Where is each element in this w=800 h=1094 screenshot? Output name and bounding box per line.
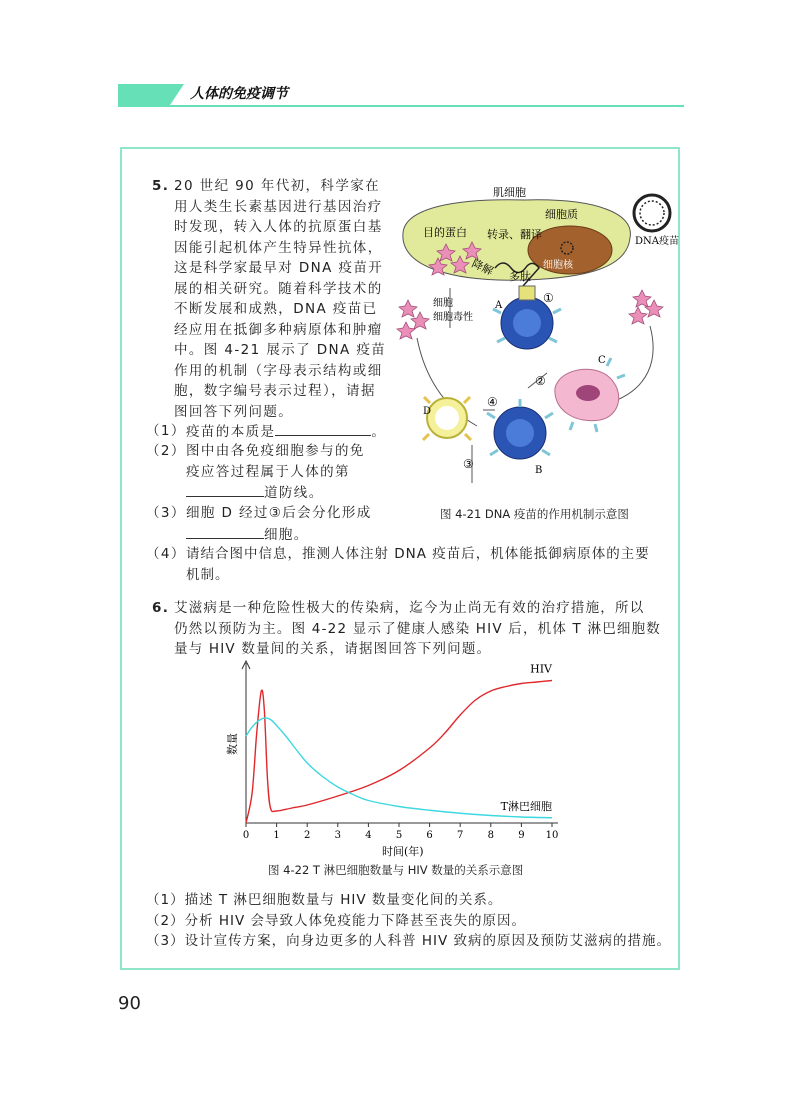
q5-stem-line: 经应用在抵御多种病原体和肿瘤 (174, 321, 383, 338)
q6-stem (174, 598, 664, 660)
label-degradation: 降解 (469, 256, 496, 279)
figure-4-22-caption: 图 4-22 T 淋巴细胞数量与 HIV 数量的关系示意图 (268, 863, 524, 877)
x-tick-label: 3 (334, 830, 341, 841)
x-tick-label: 10 (545, 830, 559, 841)
answer-blank[interactable] (186, 524, 264, 539)
x-ticks (243, 823, 559, 841)
q5-sub3-end: 细胞。 (264, 526, 309, 543)
q5-stem-line: 因能引起机体产生特异性抗体， (174, 239, 383, 256)
q5-sub1-num: （1） (146, 423, 186, 439)
x-tick-label: 6 (426, 830, 433, 841)
tcell-hiv-chart (222, 655, 582, 860)
x-tick-label: 8 (487, 830, 494, 841)
q5-sub3 (186, 503, 396, 545)
x-tick-label: 7 (457, 830, 464, 841)
label-cytotoxic: 细胞毒性 (433, 312, 473, 323)
q5-sub2-end: 道防线。 (264, 485, 324, 501)
q5-sub2 (186, 441, 391, 504)
q5-sub1 (186, 421, 386, 443)
chapter-tab-arrow (170, 84, 184, 105)
q5-stem-line: 不断发展和成熟，DNA 疫苗已 (174, 301, 378, 317)
series-label-hiv: HIV (530, 662, 552, 676)
q5-stem-line: 胞，数字编号表示过程），请据 (174, 383, 376, 399)
q5-stem-line: 用人类生长素基因进行基因治疗 (174, 198, 383, 215)
label-D: D (423, 406, 432, 417)
q5-sub3-line1: 细胞 D 经过③后会分化形成 (186, 505, 372, 521)
label-A: A (495, 300, 503, 311)
label-muscle-cell: 肌细胞 (493, 186, 526, 199)
q5-sub4-line1: 请结合图中信息，推测人体注射 DNA 疫苗后，机体能抵御病原体的主要 (186, 546, 650, 562)
answer-blank[interactable] (186, 482, 264, 497)
q6-subquestion: （2）分析 HIV 会导致人体免疫能力下降甚至丧失的原因。 (146, 912, 527, 929)
y-axis-label: 数量 (226, 733, 239, 755)
cell-C (555, 358, 625, 432)
label-C: C (598, 355, 606, 366)
series-label-t-lymphocyte: T淋巴细胞 (500, 799, 552, 813)
label-transcription: 转录、翻译 (487, 228, 542, 241)
q5-stem-line: 作用的机制（字母表示结构或细 (174, 362, 383, 379)
x-axis-label: 时间(年) (382, 845, 424, 858)
q5-stem-line: 中。图 4-21 展示了 DNA 疫苗 (174, 342, 387, 358)
label-nucleus: 细胞核 (543, 260, 573, 271)
q6-subquestions (146, 890, 676, 952)
q5-sub3-num: （3） (146, 505, 186, 521)
q5-sub2-num: （2） (146, 443, 186, 459)
dna-vaccine-diagram (395, 178, 685, 503)
q5-stem-line: 时发现，转入人体的抗原蛋白基 (174, 219, 383, 235)
label-process-4: ④ (487, 395, 498, 409)
q6-stem-line: 艾滋病是一种危险性极大的传染病，迄今为止尚无有效的治疗措施，所以 (174, 600, 645, 616)
label-target-protein: 目的蛋白 (423, 226, 467, 239)
q5-stem-line: 展的相关研究。随着科学技术的 (174, 280, 383, 297)
q5-sub4-line2: 机制。 (186, 566, 230, 583)
q5-stem-line: 20 世纪 90 年代初，科学家在 (174, 178, 381, 194)
x-tick-label: 4 (365, 830, 372, 841)
x-tick-label: 9 (518, 830, 525, 841)
figure-4-21-caption: 图 4-21 DNA 疫苗的作用机制示意图 (440, 507, 629, 521)
answer-blank[interactable] (275, 421, 371, 436)
header-rule (118, 105, 684, 107)
q5-sub4-num: （4） (146, 546, 186, 562)
q6-subquestion: （3）设计宣传方案，向身边更多的人科普 HIV 致病的原因及预防艾滋病的措施。 (146, 933, 672, 949)
x-tick-label: 2 (304, 830, 311, 841)
antigen-stars-left-icon (397, 300, 429, 339)
x-tick-label: 1 (273, 830, 280, 841)
x-tick-label: 0 (242, 830, 250, 841)
q5-stem-line: 这是科学家最早对 DNA 疫苗开 (174, 260, 384, 276)
cell-D (423, 397, 471, 440)
q5-stem-line: 图回答下列问题。 (174, 403, 294, 420)
dna-vaccine-icon (634, 195, 670, 231)
label-peptide: 多肽 (509, 270, 531, 283)
q6-subquestion: （1）描述 T 淋巴细胞数量与 HIV 数量变化间的关系。 (146, 892, 503, 908)
x-tick-label: 5 (395, 830, 403, 841)
label-process-1: ① (543, 291, 554, 305)
label-process-2: ② (535, 374, 546, 388)
label-dna-vaccine: DNA疫苗 (635, 236, 679, 247)
label-B: B (535, 465, 543, 476)
q5-stem (174, 176, 389, 422)
label-cytoplasm: 细胞质 (545, 208, 578, 221)
chapter-title: 人体的免疫调节 (190, 86, 288, 102)
antigen-stars-right-icon (629, 290, 663, 324)
q6-stem-line: 量与 HIV 数量间的关系，请据图回答下列问题。 (174, 641, 492, 657)
q5-sub1-text: 疫苗的本质是 (186, 424, 276, 440)
label-process-3: ③ (463, 457, 474, 471)
label-cytotoxic-1: 细胞 (433, 298, 453, 309)
q6-stem-line: 仍然以预防为主。图 4-22 显示了健康人感染 HIV 后，机体 T 淋巴细胞数 (174, 620, 661, 637)
q5-sub1-end: 。 (371, 424, 387, 440)
q6-number: 6. (152, 600, 170, 616)
q5-sub2-line1: 图中由各免疫细胞参与的免 (186, 443, 365, 459)
chapter-tab (118, 84, 170, 105)
q5-sub4 (186, 544, 666, 585)
q5-sub2-line2: 疫应答过程属于人体的第 (186, 463, 350, 480)
q5-number: 5. (152, 178, 170, 194)
page-number: 90 (118, 993, 141, 1014)
chart-series (246, 663, 553, 824)
